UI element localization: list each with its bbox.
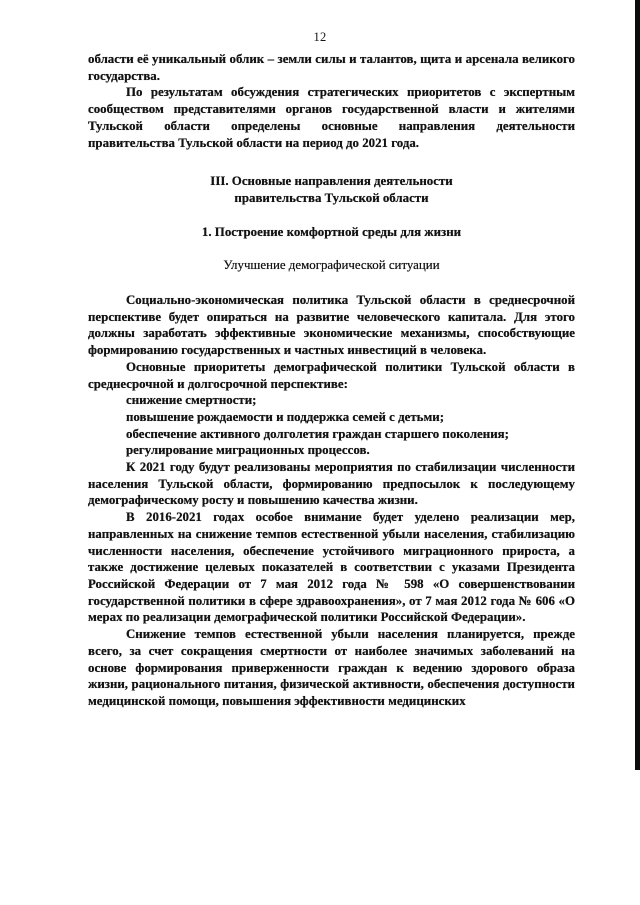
section-heading (88, 173, 575, 206)
scan-border-line (635, 0, 640, 770)
paragraph-2016-2021: В 2016-2021 годах особое внимание будет уделено реализации мер, направленных на снижение темпов естественной убыли населения, стабилизацию численности населения, обеспечение устойчивого миграционного прироста, а также достижение целевых показателей в соответствии с указами Президента Российской Федерации от 7 мая 2012 года № 598 «О совершенствовании государственной политики в сфере здравоохранения», от 7 мая 2012 года № 606 «О мерах по реализации демографической политики Российской Федерации». (88, 510, 575, 625)
paragraph-mortality: Снижение темпов естественной убыли населения планируется, прежде всего, за счет сокращения смертности от наиболее значимых заболеваний на основе формирования приверженности граждан к ведению здорового образа жизни, рационального питания, физической активности, обеспечения доступности медицинской помощи, повышения эффективности медицинских (88, 627, 575, 708)
section-heading-line-1: III. Основные направления деятельности (210, 174, 453, 189)
list-item: снижение смертности; (126, 393, 257, 408)
list-item: регулирование миграционных процессов. (126, 443, 370, 458)
priorities-list (88, 392, 575, 459)
paragraph-2021-measures: К 2021 году будут реализованы мероприятия по стабилизации численности населения Тульской области, формированию предпосылок к последующему демографическому росту и повышению качества жизни. (88, 460, 575, 508)
section-heading-line-2: правительства Тульской области (234, 190, 429, 205)
list-item: обеспечение активного долголетия граждан старшего поколения; (126, 426, 509, 441)
topic-heading: Улучшение демографической ситуации (223, 258, 440, 273)
list-item: повышение рождаемости и поддержка семей с детьми; (126, 409, 444, 424)
paragraph-continuation: области её уникальный облик – земли силы и талантов, щита и арсенала великого государства. (88, 52, 575, 83)
subsection-heading: 1. Построение комфортной среды для жизни (201, 224, 462, 239)
paragraph-priorities: Основные приоритеты демографической политики Тульской области в среднесрочной и долгосрочной перспективе: (88, 359, 575, 391)
scan-margin (628, 0, 640, 905)
document-body (88, 51, 575, 710)
paragraph-policy: Социально-экономическая политика Тульской области в среднесрочной перспективе будет опираться на развитие человеческого капитала. Для этого должны заработать эффективные экономические механизмы, способствующие формированию государственных и частных инвестиций в человека. (88, 293, 575, 358)
page-number: 12 (313, 30, 327, 44)
paragraph-results: По результатам обсуждения стратегических приоритетов с экспертным сообществом представителями органов государственной власти и жителями Тульской области определены основные направления деятельности правительства Тульской области на период до 2021 года. (88, 85, 575, 150)
